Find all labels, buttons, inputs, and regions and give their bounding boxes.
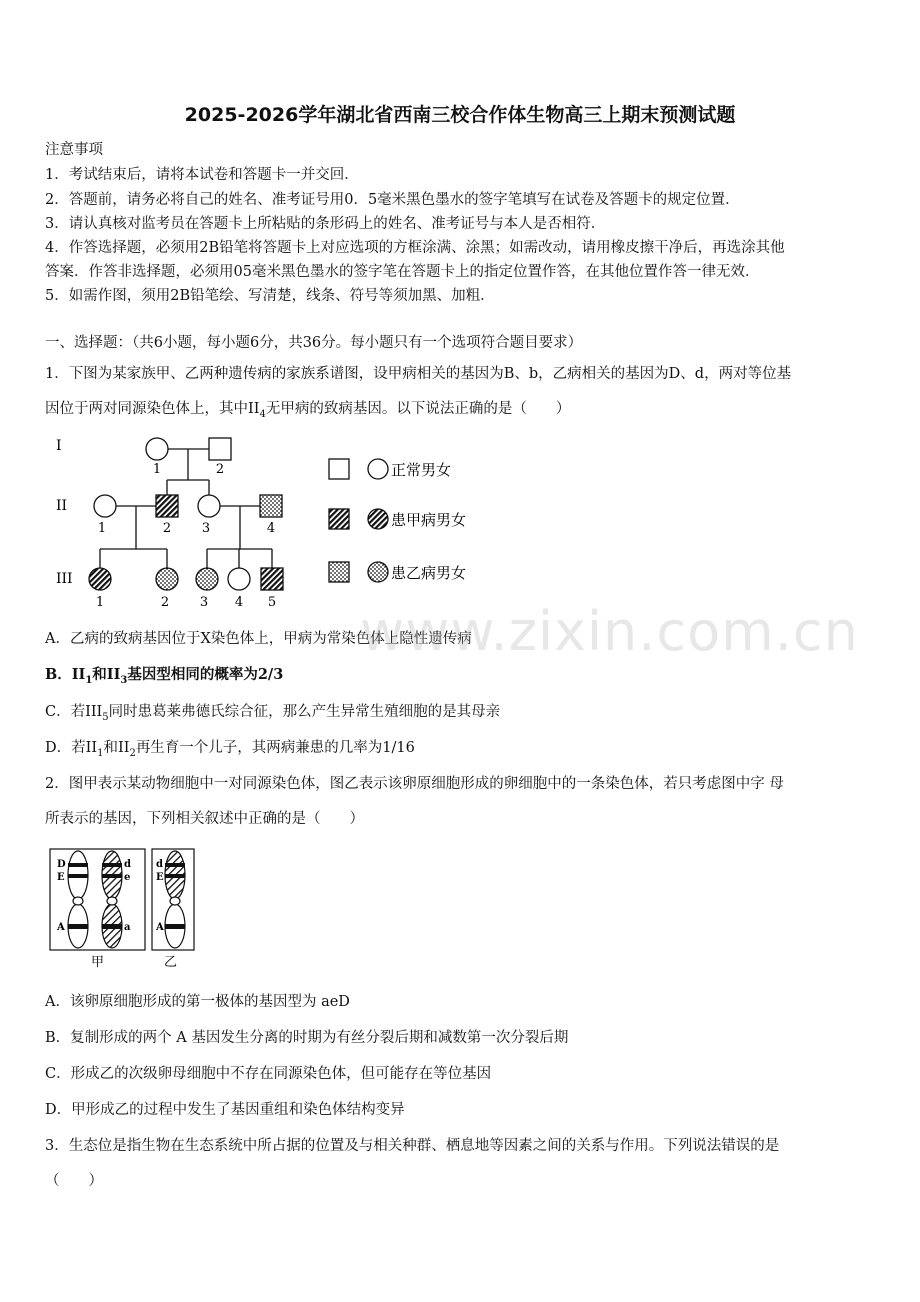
- q2-option-c: C．形成乙的次级卵母细胞中不存在同源染色体，但可能存在等位基因: [45, 1066, 492, 1082]
- q2-stem-line1: 2．图甲表示某动物细胞中一对同源染色体，图乙表示该卵原细胞形成的卵细胞中的一条染色体，若只考虑图中字 母: [45, 776, 784, 792]
- q2-stem-line2: 所表示的基因，下列相关叙述中正确的是（ ）: [45, 811, 364, 827]
- svg-text:1: 1: [95, 595, 105, 610]
- q3-stem-line1: 3．生态位是指生物在生态系统中所占据的位置及与相关种群、栖息地等因素之间的关系与作用。下列说法错误的是: [45, 1138, 780, 1154]
- I1-female: [146, 438, 168, 460]
- svg-text:3: 3: [201, 521, 211, 536]
- III4-female: [228, 568, 250, 590]
- q1-option-a: A．乙病的致病基因位于X染色体上，甲病为常染色体上隐性遗传病: [45, 631, 472, 647]
- svg-text:4: 4: [234, 595, 244, 610]
- legend-label-yi: 患乙病男女: [391, 564, 467, 582]
- II3-female: [198, 495, 220, 517]
- q1-option-c: C．若$III_5$同时患葛莱弗德氏综合征，那么产生异常生殖细胞的是其母亲: [45, 704, 501, 723]
- II1-female: [94, 495, 116, 517]
- svg-text:2: 2: [162, 521, 172, 536]
- notice-item: 4．作答选择题，必须用2B铅笔将答题卡上对应选项的方框涂满、涂黑；如需改动，请用橡皮擦干净后，再选涂其他: [45, 240, 785, 256]
- q2-option-b: B．复制形成的两个 A 基因发生分离的时期为有丝分裂后期和减数第一次分裂后期: [45, 1030, 569, 1046]
- chromosome-figure: [48, 846, 208, 971]
- notice-item: 5．如需作图，须用2B铅笔绘、写清楚，线条、符号等须加黑、加粗．: [45, 288, 495, 304]
- q2-option-a: A．该卵原细胞形成的第一极体的基因型为 aeD: [45, 994, 350, 1010]
- pedigree-diagram: [50, 428, 500, 618]
- III2-female-yi: [156, 568, 178, 590]
- notice-item: 1．考试结束后，请将本试卷和答题卡一并交回．: [45, 167, 359, 183]
- svg-text:5: 5: [267, 595, 277, 610]
- q1-stem-line2: 因位于两对同源染色体上，其中$II_4$无甲病的致病基因。以下说法正确的是（ ）: [45, 401, 571, 420]
- q1-option-b: B．$II_1$和$II_3$基因型相同的概率为2/3: [45, 666, 284, 686]
- III5-male-jia: [261, 568, 283, 590]
- notice-item: 3．请认真核对监考员在答题卡上所粘贴的条形码上的姓名、准考证号与本人是否相符．: [45, 216, 606, 232]
- svg-text:4: 4: [266, 521, 276, 536]
- legend-label-jia: 患甲病男女: [391, 511, 467, 529]
- q3-stem-line2: （ ）: [45, 1173, 103, 1189]
- gen-label-I: I: [56, 438, 62, 454]
- yi-gene-d: d: [156, 859, 163, 870]
- gene-a: a: [124, 922, 131, 933]
- svg-text:2: 2: [215, 462, 225, 477]
- gene-d: d: [124, 859, 131, 870]
- legend-normal-female: [368, 459, 388, 479]
- svg-text:3: 3: [199, 595, 209, 610]
- label-jia: 甲: [91, 955, 105, 970]
- II2-male-jia: [156, 495, 178, 517]
- notice-item: 2．答题前，请务必将自己的姓名、准考证号用0．5毫米黑色墨水的签字笔填写在试卷及答题卡的规定位置．: [45, 192, 740, 208]
- II4-male-yi: [260, 495, 282, 517]
- page-title: 2025-2026学年湖北省西南三校合作体生物高三上期末预测试题: [184, 104, 736, 126]
- label-yi: 乙: [164, 955, 178, 970]
- watermark: www.zixin.com.cn: [360, 600, 859, 663]
- gene-E: E: [57, 872, 65, 883]
- legend-label-normal: 正常男女: [391, 461, 452, 479]
- svg-text:1: 1: [97, 521, 107, 536]
- legend-normal-male: [329, 459, 349, 479]
- q2-option-d: D．甲形成乙的过程中发生了基因重组和染色体结构变异: [45, 1102, 405, 1118]
- svg-text:2: 2: [160, 595, 170, 610]
- yi-gene-A: A: [156, 922, 164, 933]
- gene-e: e: [124, 872, 131, 883]
- legend-jia-female: [368, 509, 388, 529]
- q1-stem-line1: 1．下图为某家族甲、乙两种遗传病的家族系谱图，设甲病相关的基因为B、b，乙病相关的基因为D、d，两对等位基: [45, 366, 792, 382]
- svg-text:1: 1: [152, 462, 162, 477]
- yi-gene-E: E: [156, 872, 164, 883]
- gen-label-III: III: [56, 571, 73, 587]
- III1-female-jia: [89, 568, 111, 590]
- III3-female-yi: [196, 568, 218, 590]
- section-heading: 一、选择题：（共6小题，每小题6分，共36分。每小题只有一个选项符合题目要求）: [45, 335, 583, 351]
- notice-heading: 注意事项: [45, 142, 103, 158]
- I2-male: [209, 438, 231, 460]
- legend-yi-male: [329, 562, 349, 582]
- q1-option-d: D．若$II_1$和$II_2$再生育一个儿子，其两病兼患的几率为1/16: [45, 740, 415, 759]
- notice-item: 答案．作答非选择题，必须用05毫米黑色墨水的签字笔在答题卡上的指定位置作答，在其他位置作答一律无效．: [45, 264, 760, 280]
- gene-D: D: [57, 859, 66, 870]
- gene-A: A: [57, 922, 65, 933]
- gen-label-II: II: [56, 498, 68, 514]
- legend-yi-female: [368, 562, 388, 582]
- legend-jia-male: [329, 509, 349, 529]
